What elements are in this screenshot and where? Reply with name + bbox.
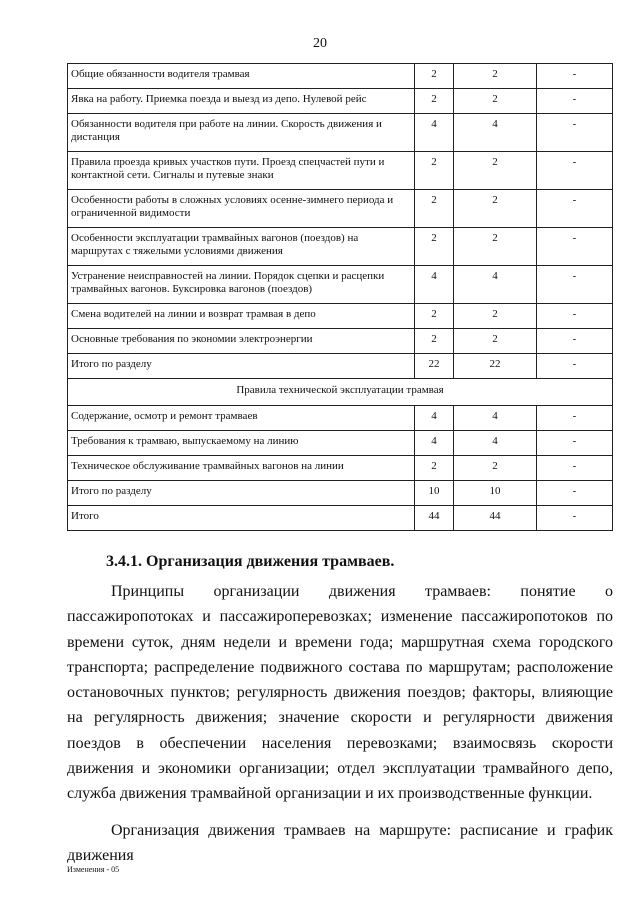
table-row [68, 431, 613, 456]
table-section-row [68, 379, 613, 406]
table-row [68, 354, 613, 379]
hours-practice-cell: - [537, 506, 613, 531]
table-row [68, 456, 613, 481]
table-row [68, 114, 613, 152]
table-row [68, 406, 613, 431]
hours-total-cell: 4 [415, 406, 454, 431]
topic-cell: Явка на работу. Приемка поезда и выезд из депо. Нулевой рейс [68, 89, 415, 114]
hours-total-cell: 2 [415, 190, 454, 228]
table-row [68, 329, 613, 354]
hours-total-cell: 44 [415, 506, 454, 531]
curriculum-table [67, 63, 613, 531]
table-row [68, 228, 613, 266]
hours-theory-cell: 2 [454, 64, 537, 89]
topic-cell: Особенности эксплуатации трамвайных вагонов (поездов) на маршрутах с тяжелыми условиями движения [68, 228, 415, 266]
hours-theory-cell: 2 [454, 89, 537, 114]
hours-practice-cell: - [537, 456, 613, 481]
hours-practice-cell: - [537, 89, 613, 114]
hours-practice-cell: - [537, 354, 613, 379]
hours-practice-cell: - [537, 304, 613, 329]
topic-cell: Техническое обслуживание трамвайных вагонов на линии [68, 456, 415, 481]
hours-theory-cell: 4 [454, 114, 537, 152]
hours-theory-cell: 2 [454, 152, 537, 190]
table-row [68, 64, 613, 89]
hours-theory-cell: 4 [454, 431, 537, 456]
hours-theory-cell: 2 [454, 329, 537, 354]
table-row [68, 304, 613, 329]
hours-practice-cell: - [537, 266, 613, 304]
hours-total-cell: 2 [415, 89, 454, 114]
subtotal-label-cell: Итого по разделу [68, 354, 415, 379]
hours-total-cell: 2 [415, 228, 454, 266]
hours-practice-cell: - [537, 190, 613, 228]
section-heading: 3.4.1. Организация движения трамваев. [106, 553, 395, 570]
table-row [68, 89, 613, 114]
hours-practice-cell: - [537, 114, 613, 152]
topic-cell: Основные требования по экономии электроэнергии [68, 329, 415, 354]
topic-cell: Содержание, осмотр и ремонт трамваев [68, 406, 415, 431]
hours-theory-cell: 2 [454, 456, 537, 481]
hours-total-cell: 10 [415, 481, 454, 506]
table-row [68, 506, 613, 531]
hours-practice-cell: - [537, 329, 613, 354]
hours-theory-cell: 2 [454, 228, 537, 266]
hours-practice-cell: - [537, 228, 613, 266]
hours-practice-cell: - [537, 64, 613, 89]
hours-total-cell: 2 [415, 329, 454, 354]
hours-theory-cell: 10 [454, 481, 537, 506]
section-header-cell: Правила технической эксплуатации трамвая [68, 379, 613, 406]
topic-cell: Требования к трамваю, выпускаемому на линию [68, 431, 415, 456]
hours-total-cell: 4 [415, 266, 454, 304]
table-row [68, 266, 613, 304]
hours-theory-cell: 2 [454, 190, 537, 228]
hours-theory-cell: 4 [454, 406, 537, 431]
topic-cell: Обязанности водителя при работе на линии. Скорость движения и дистанция [68, 114, 415, 152]
body-paragraph: Организация движения трамваев на маршруте: расписание и график движения [67, 822, 613, 865]
topic-cell: Смена водителей на линии и возврат трамвая в депо [68, 304, 415, 329]
hours-practice-cell: - [537, 481, 613, 506]
hours-theory-cell: 22 [454, 354, 537, 379]
topic-cell: Особенности работы в сложных условиях осенне-зимнего периода и ограниченной видимости [68, 190, 415, 228]
hours-theory-cell: 44 [454, 506, 537, 531]
topic-cell: Устранение неисправностей на линии. Порядок сцепки и расцепки трамвайных вагонов. Буксировка вагонов (поездов) [68, 266, 415, 304]
total-label-cell: Итого [68, 506, 415, 531]
topic-cell: Общие обязанности водителя трамвая [68, 64, 415, 89]
hours-total-cell: 2 [415, 64, 454, 89]
topic-cell: Правила проезда кривых участков пути. Проезд спецчастей пути и контактной сети. Сигналы и путевые знаки [68, 152, 415, 190]
hours-practice-cell: - [537, 406, 613, 431]
hours-theory-cell: 4 [454, 266, 537, 304]
hours-practice-cell: - [537, 431, 613, 456]
hours-total-cell: 4 [415, 114, 454, 152]
hours-total-cell: 22 [415, 354, 454, 379]
subtotal-label-cell: Итого по разделу [68, 481, 415, 506]
footer-note: Изменения - 05 [67, 865, 120, 874]
hours-total-cell: 4 [415, 431, 454, 456]
hours-total-cell: 2 [415, 304, 454, 329]
hours-theory-cell: 2 [454, 304, 537, 329]
table-row [68, 481, 613, 506]
table-row [68, 190, 613, 228]
hours-total-cell: 2 [415, 456, 454, 481]
table-row [68, 152, 613, 190]
body-paragraph: Принципы организации движения трамваев: понятие о пассажиропотоках и пассажироперевозках; изменение пассажиропотоков по времени суток, дням недели и времени года; маршрутная схема городского транспорта; распределение подвижного состава по маршрутам; расположение остановочных пунктов; регулярность движения поездов; факторы, влияющие на регулярность движения; значение скорости и регулярности движения поездов в обеспечении населения перевозками; взаимосвязь скорости движения и экономики организации; отдел эксплуатации трамвайного депо, служба движения трамвайной организации и их производственные функции. [67, 583, 613, 803]
page-number: 20 [313, 36, 327, 51]
hours-practice-cell: - [537, 152, 613, 190]
hours-total-cell: 2 [415, 152, 454, 190]
